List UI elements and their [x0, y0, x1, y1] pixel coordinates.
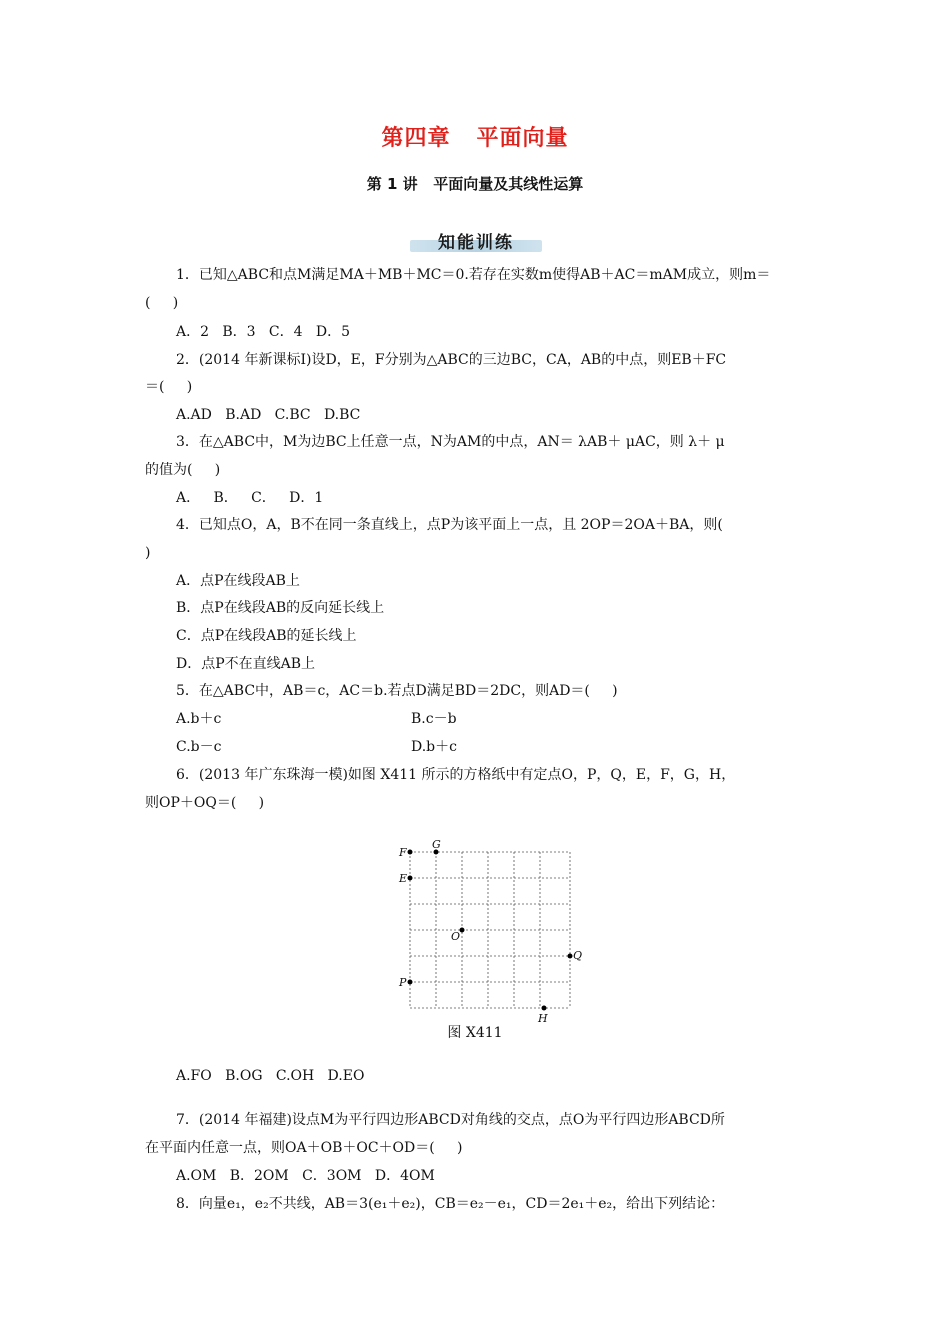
point-q	[568, 954, 573, 959]
section-title: 第 1 讲 平面向量及其线性运算	[366, 175, 584, 193]
point-p	[408, 980, 413, 985]
question-4-option-b: B．点P在线段AB的反向延长线上	[176, 600, 385, 616]
grid-figure	[395, 838, 595, 1028]
point-e	[408, 876, 413, 881]
question-3-continued: 的值为( )	[145, 462, 221, 478]
question-4-bracket: )	[145, 545, 151, 561]
label-p: P	[399, 976, 407, 989]
label-f: F	[399, 846, 407, 859]
question-1-options: A．2 B．3 C．4 D．5	[176, 324, 351, 340]
question-1-text: 1．已知△ABC和点M满足MA＋MB＋MC＝0.若存在实数m使得AB＋AC＝mAM成立，则m＝	[176, 267, 771, 283]
question-7-text: 7．(2014 年福建)设点M为平行四边形ABCD对角线的交点，点O为平行四边形ABCD所	[176, 1112, 725, 1128]
label-q: Q	[573, 949, 583, 962]
label-e: E	[399, 872, 408, 885]
question-4-text: 4．已知点O，A，B不在同一条直线上，点P为该平面上一点，且 2OP＝2OA＋BA，则(	[176, 517, 723, 533]
figure-caption: 图 X411	[447, 1025, 503, 1041]
question-8-text: 8．向量e₁，e₂不共线，AB＝3(e₁＋e₂)，CB＝e₂－e₁，CD＝2e₁＋e₂，给出下列结论：	[176, 1196, 725, 1212]
point-o	[460, 928, 465, 933]
question-6-options: A.FO B.OG C.OH D.EO	[176, 1068, 365, 1084]
point-h	[542, 1006, 547, 1011]
question-2-bracket: ＝( )	[145, 379, 193, 395]
practice-banner	[410, 228, 542, 254]
label-h: H	[538, 1012, 548, 1025]
question-2-options: A.AD B.AD C.BC D.BC	[176, 407, 361, 423]
question-2-text: 2．(2014 年新课标Ⅰ)设D，E，F分别为△ABC的三边BC，CA，AB的中点，则EB＋FC	[176, 352, 727, 368]
question-4-option-c: C．点P在线段AB的延长线上	[176, 628, 357, 644]
question-6-text: 6．(2013 年广东珠海一模)如图 X411 所示的方格纸中有定点O，P，Q，E，F，G，H，	[176, 767, 736, 783]
grid-lines	[410, 852, 570, 1008]
question-7-continued: 在平面内任意一点，则OA＋OB＋OC＋OD＝( )	[145, 1140, 463, 1156]
banner-label: 知能训练	[438, 233, 514, 253]
question-5-option-c: C.b－c	[176, 739, 222, 755]
question-3-options: A． B． C． D．1	[176, 490, 324, 506]
question-5-option-b: B.c－b	[411, 711, 457, 727]
chapter-title: 第四章 平面向量	[381, 126, 569, 151]
question-6-continued: 则OP＋OQ＝( )	[145, 795, 265, 811]
question-3-text: 3．在△ABC中，M为边BC上任意一点，N为AM的中点，AN＝ λAB＋ μAC，则 λ＋ μ	[176, 434, 725, 450]
question-1-bracket: ( )	[145, 295, 179, 311]
question-5-option-d: D.b＋c	[411, 739, 457, 755]
label-o: O	[451, 930, 461, 943]
question-5-option-a: A.b＋c	[176, 711, 222, 727]
question-7-options: A.OM B．2OM C．3OM D．4OM	[176, 1168, 435, 1184]
question-4-option-a: A．点P在线段AB上	[176, 573, 300, 589]
label-g: G	[432, 838, 441, 851]
question-5-text: 5．在△ABC中，AB＝c，AC＝b.若点D满足BD＝2DC，则AD＝( )	[176, 683, 618, 699]
point-f	[408, 850, 413, 855]
question-4-option-d: D．点P不在直线AB上	[176, 656, 316, 672]
